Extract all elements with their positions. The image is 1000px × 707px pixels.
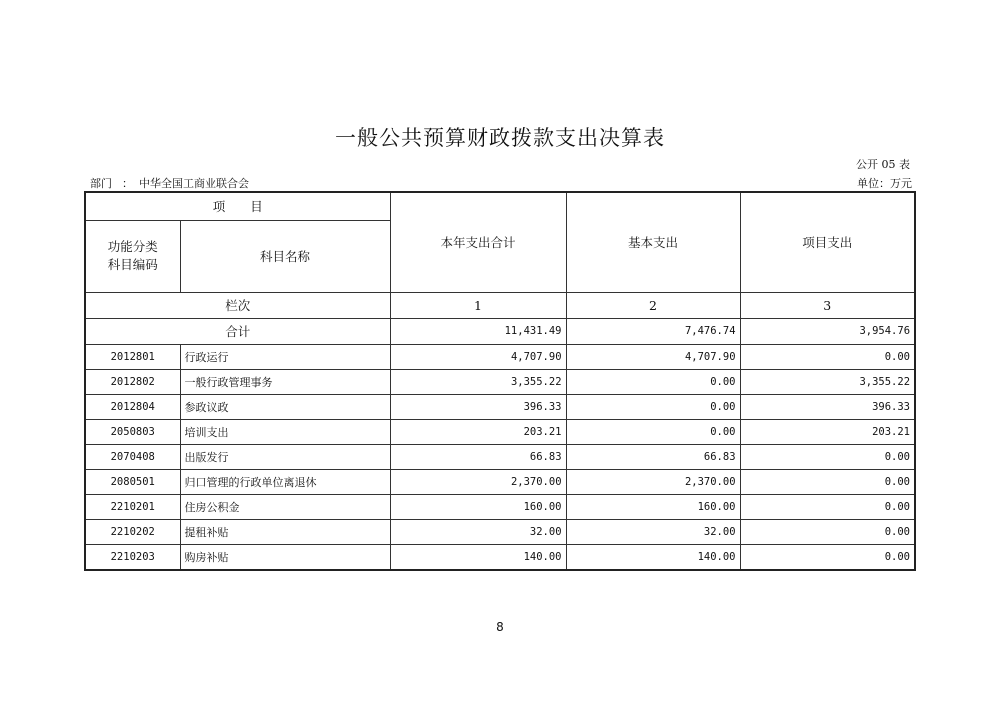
header-project: 项目支出: [740, 192, 915, 292]
row-code: 2210202: [85, 519, 180, 544]
row-total: 2,370.00: [390, 469, 566, 494]
header-func-code-line2: 科目编码: [107, 257, 158, 272]
row-name: 培训支出: [180, 419, 390, 444]
unit-label: 单位：万元: [857, 177, 912, 190]
totals-label: 合计: [85, 318, 390, 344]
row-project: 0.00: [740, 494, 915, 519]
row-name: 出版发行: [180, 444, 390, 469]
table-row: [85, 519, 915, 544]
header-func-code-line1: 功能分类: [107, 239, 158, 254]
table-row: [85, 344, 915, 369]
header-subject-name: 科目名称: [180, 220, 390, 292]
row-name: 购房补贴: [180, 544, 390, 570]
totals-total: 11,431.49: [390, 318, 566, 344]
column-index-2: 2: [566, 292, 740, 318]
row-total: 32.00: [390, 519, 566, 544]
row-name: 归口管理的行政单位离退休: [180, 469, 390, 494]
row-name: 一般行政管理事务: [180, 369, 390, 394]
row-basic: 0.00: [566, 369, 740, 394]
row-name: 行政运行: [180, 344, 390, 369]
table-row: [85, 394, 915, 419]
row-code: 2210203: [85, 544, 180, 570]
table-row: [85, 544, 915, 570]
page-number: 8: [496, 620, 504, 634]
table-row: [85, 494, 915, 519]
form-id: 公开 05 表: [856, 158, 910, 171]
row-total: 66.83: [390, 444, 566, 469]
table-row: [85, 469, 915, 494]
row-basic: 0.00: [566, 394, 740, 419]
row-code: 2070408: [85, 444, 180, 469]
row-project: 0.00: [740, 544, 915, 570]
row-basic: 66.83: [566, 444, 740, 469]
row-name: 提租补贴: [180, 519, 390, 544]
department-separator: ：: [122, 177, 133, 190]
row-code: 2080501: [85, 469, 180, 494]
row-project: 0.00: [740, 519, 915, 544]
row-name: 住房公积金: [180, 494, 390, 519]
row-code: 2050803: [85, 419, 180, 444]
row-name: 参政议政: [180, 394, 390, 419]
row-total: 3,355.22: [390, 369, 566, 394]
row-project: 0.00: [740, 444, 915, 469]
row-basic: 140.00: [566, 544, 740, 570]
row-project: 0.00: [740, 344, 915, 369]
row-code: 2012804: [85, 394, 180, 419]
row-basic: 2,370.00: [566, 469, 740, 494]
header-item: 项 目: [85, 192, 390, 220]
row-basic: 32.00: [566, 519, 740, 544]
header-basic: 基本支出: [566, 192, 740, 292]
department-value: 中华全国工商业联合会: [139, 177, 249, 190]
row-code: 2012801: [85, 344, 180, 369]
totals-basic: 7,476.74: [566, 318, 740, 344]
column-index-3: 3: [740, 292, 915, 318]
totals-project: 3,954.76: [740, 318, 915, 344]
row-total: 396.33: [390, 394, 566, 419]
department-line: [90, 175, 249, 191]
row-code: 2210201: [85, 494, 180, 519]
row-code: 2012802: [85, 369, 180, 394]
table-row: [85, 369, 915, 394]
column-index-label: 栏次: [85, 292, 390, 318]
row-total: 4,707.90: [390, 344, 566, 369]
header-total: 本年支出合计: [390, 192, 566, 292]
row-project: 396.33: [740, 394, 915, 419]
row-total: 140.00: [390, 544, 566, 570]
row-total: 203.21: [390, 419, 566, 444]
table-row: [85, 419, 915, 444]
expenditure-table: [84, 191, 916, 571]
row-basic: 160.00: [566, 494, 740, 519]
row-basic: 4,707.90: [566, 344, 740, 369]
row-total: 160.00: [390, 494, 566, 519]
row-project: 0.00: [740, 469, 915, 494]
header-func-code: [85, 220, 180, 292]
table-row: [85, 444, 915, 469]
page-title: 一般公共预算财政拨款支出决算表: [335, 126, 665, 150]
row-basic: 0.00: [566, 419, 740, 444]
department-label: 部门: [90, 177, 112, 190]
row-project: 203.21: [740, 419, 915, 444]
column-index-1: 1: [390, 292, 566, 318]
row-project: 3,355.22: [740, 369, 915, 394]
